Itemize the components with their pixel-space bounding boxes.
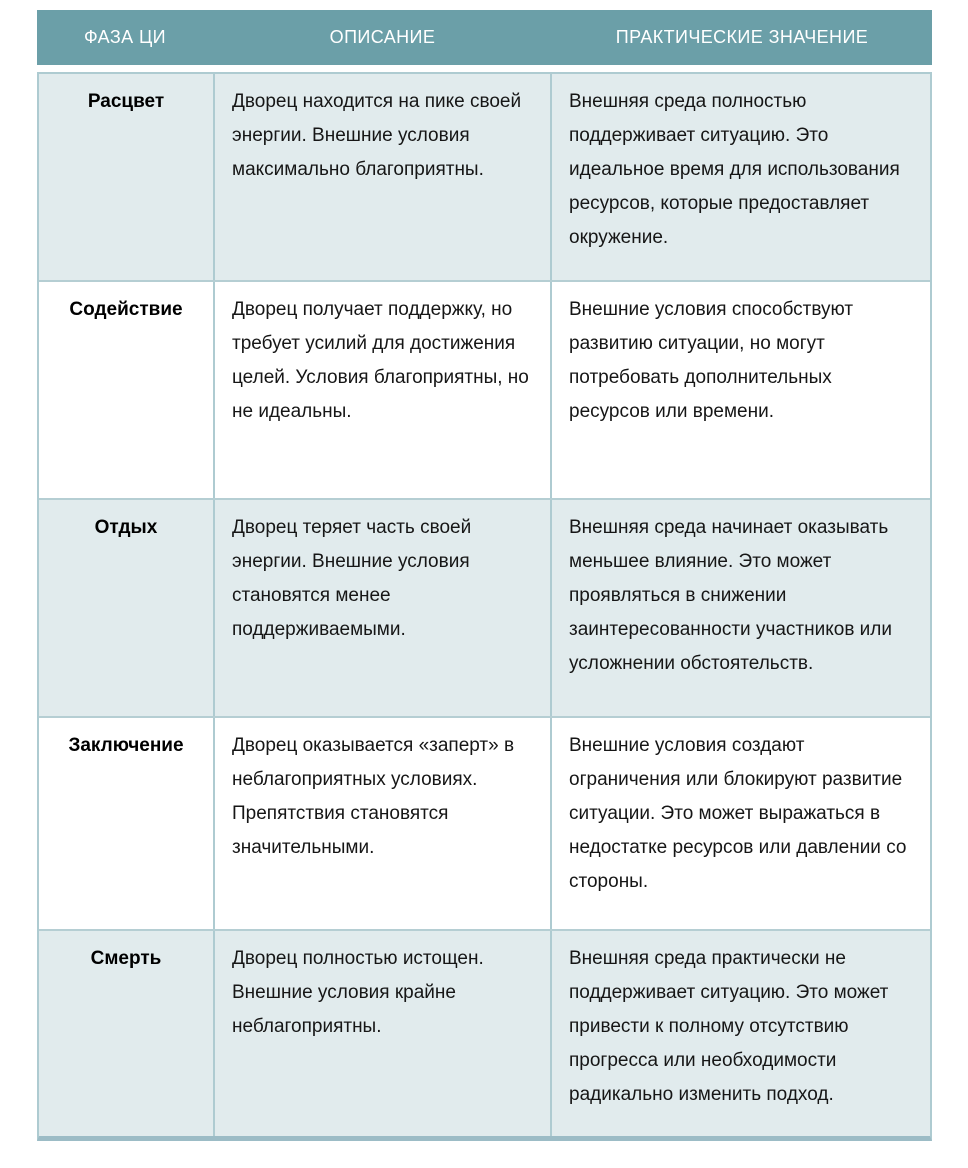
table-row-smert	[39, 929, 930, 1136]
phase-label: Отдых	[94, 517, 158, 538]
description-cell: Дворец оказывается «заперт» в неблагоприятных условиях. Препятствия становятся значительными.	[213, 718, 550, 929]
practical-cell: Внешняя среда начинает оказывать меньшее влияние. Это может проявляться в снижении заинтересованности участников или усложнении обстоятельств.	[550, 500, 930, 716]
phase-label: Содействие	[69, 299, 183, 320]
phase-label: Расцвет	[87, 91, 165, 112]
description-cell: Дворец теряет часть своей энергии. Внешние условия становятся менее поддерживаемыми.	[213, 500, 550, 716]
description-cell: Дворец полностью истощен. Внешние условия крайне неблагоприятны.	[213, 931, 550, 1136]
phase-label: Смерть	[90, 948, 162, 969]
table-row-otdyh	[39, 498, 930, 716]
description-cell: Дворец получает поддержку, но требует усилий для достижения целей. Условия благоприятны, но не идеальны.	[213, 282, 550, 498]
header-practical: ПРАКТИЧЕСКИЕ ЗНАЧЕНИЕ	[615, 27, 869, 47]
practical-cell: Внешние условия способствуют развитию ситуации, но могут потребовать дополнительных ресурсов или времени.	[550, 282, 930, 498]
header-description: ОПИСАНИЕ	[329, 27, 436, 47]
table-row-zaklyuchenie	[39, 716, 930, 929]
header-phase: ФАЗА ЦИ	[83, 27, 167, 47]
table-row-rascvet	[39, 74, 930, 280]
table-row-sodeystvie	[39, 280, 930, 498]
phase-label: Заключение	[68, 735, 184, 756]
description-cell: Дворец находится на пике своей энергии. Внешние условия максимально благоприятны.	[213, 74, 550, 280]
qi-phase-table	[37, 10, 932, 1141]
practical-cell: Внешняя среда практически не поддерживает ситуацию. Это может привести к полному отсутствию прогресса или необходимости радикально изменить подход.	[550, 931, 930, 1136]
table-header-row	[37, 10, 932, 65]
table-body	[37, 72, 932, 1141]
practical-cell: Внешние условия создают ограничения или блокируют развитие ситуации. Это может выражаться в недостатке ресурсов или давлении со стороны.	[550, 718, 930, 929]
practical-cell: Внешняя среда полностью поддерживает ситуацию. Это идеальное время для использования ресурсов, которые предоставляет окружение.	[550, 74, 930, 280]
